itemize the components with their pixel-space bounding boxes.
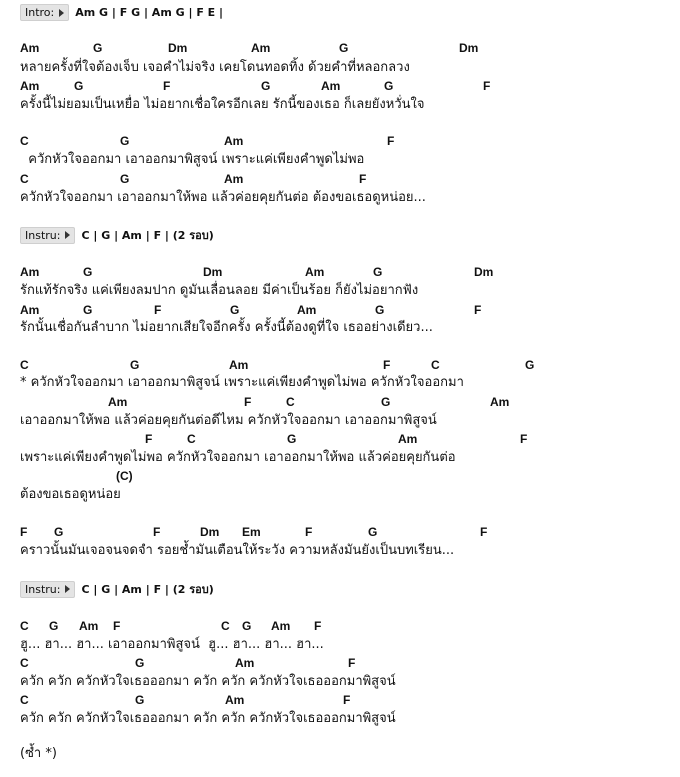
chord: C (431, 358, 440, 372)
chord: F (480, 525, 488, 539)
intro-row (20, 4, 223, 21)
chord: G (287, 432, 297, 446)
chord: G (135, 656, 145, 670)
chord: Am (224, 172, 244, 186)
chord: G (93, 41, 103, 55)
chord: Am (251, 41, 271, 55)
chord: Dm (474, 265, 494, 279)
chord: F (20, 525, 28, 539)
chord: Am (224, 134, 244, 148)
lyric-line: เอาออกมาให้พอ แล้วค่อยคุยกันต่อดีไหม ควักหัวใจออกมา เอาออกมาพิสูจน์ (20, 413, 437, 428)
chord: Am (490, 395, 510, 409)
lyric-line: รักแท้รักจริง แค่เพียงลมปาก ดูมันเลื่อนลอย มีค่าเป็นร้อย ก็ยังไม่อยากฟัง (20, 283, 419, 298)
chord: F (154, 303, 162, 317)
chord: F (244, 395, 252, 409)
chord: Dm (203, 265, 223, 279)
intro-toggle[interactable] (20, 4, 69, 21)
chord: Dm (200, 525, 220, 539)
chord: Am (20, 265, 40, 279)
lyric-line: ฮู... ฮา... ฮา... เอาออกมาพิสูจน์ ฮู... ฮา... ฮา... ฮา... (20, 637, 324, 652)
chord: G (83, 265, 93, 279)
lyric-line: * ควักหัวใจออกมา เอาออกมาพิสูจน์ เพราะแค่เพียงคำพูดไม่พอ ควักหัวใจออกมา (20, 375, 464, 390)
lyric-line: ควัก ควัก ควักหัวใจเธอออกมา ควัก ควัก ควักหัวใจเธอออกมาพิสูจน์ (20, 674, 396, 689)
lyric-line: ต้องขอเธอดูหน่อย (20, 487, 121, 502)
chord: Am (225, 693, 245, 707)
chord: C (187, 432, 196, 446)
chord: C (20, 656, 29, 670)
intro-chords: Am G | F G | Am G | F E | (75, 6, 224, 19)
chord: F (163, 79, 171, 93)
instru-label: Instru: (25, 582, 61, 596)
chord: (C) (116, 469, 133, 483)
instru-label: Instru: (25, 228, 61, 242)
chord: G (525, 358, 535, 372)
chord: F (359, 172, 367, 186)
lyric-line: รักนั้นเชื่อกันลำบาก ไม่อยากเสียใจอีกครั้ง ครั้งนี้ต้องดูที่ใจ เธออย่างเดียว... (20, 320, 433, 335)
chord: Am (271, 619, 291, 633)
chord: G (384, 79, 394, 93)
chord: F (348, 656, 356, 670)
lyric-line: ควักหัวใจออกมา เอาออกมาให้พอ แล้วค่อยคุยกันต่อ ต้องขอเธอดูหน่อย... (20, 190, 426, 205)
instru-chords: C | G | Am | F | (2 รอบ) (81, 583, 214, 596)
instru-chords: C | G | Am | F | (2 รอบ) (81, 229, 214, 242)
chord: C (20, 693, 29, 707)
chord: G (83, 303, 93, 317)
chord: F (113, 619, 121, 633)
chord: Am (20, 41, 40, 55)
chord: G (49, 619, 59, 633)
chord: F (387, 134, 395, 148)
chord: Am (297, 303, 317, 317)
intro-label: Intro: (25, 6, 55, 19)
chord: C (20, 619, 29, 633)
chord: G (368, 525, 378, 539)
chord: C (286, 395, 295, 409)
chord: Am (229, 358, 249, 372)
instru-row (20, 580, 214, 598)
lyric-line: หลายครั้งที่ใจต้องเจ็บ เจอคำไม่จริง เคยโดนทอดทิ้ง ด้วยคำที่หลอกลวง (20, 60, 410, 75)
chord: F (153, 525, 161, 539)
play-arrow-icon (65, 231, 70, 239)
lyric-line: ครั้งนี้ไม่ยอมเป็นเหยื่อ ไม่อยากเชื่อใครอีกเลย รักนี้ของเธอ ก็เลยยังหวั่นใจ (20, 97, 425, 112)
chord: G (381, 395, 391, 409)
chord: G (120, 172, 130, 186)
instru-toggle[interactable] (20, 581, 75, 598)
chord: F (483, 79, 491, 93)
chord: C (221, 619, 230, 633)
chord: C (20, 172, 29, 186)
play-arrow-icon (65, 585, 70, 593)
chord: F (314, 619, 322, 633)
chord: F (474, 303, 482, 317)
chord: F (383, 358, 391, 372)
chord: G (130, 358, 140, 372)
chord: G (120, 134, 130, 148)
chord: G (74, 79, 84, 93)
lyric-line: ควักหัวใจออกมา เอาออกมาพิสูจน์ เพราะแค่เพียงคำพูดไม่พอ (20, 152, 365, 167)
chord: Dm (168, 41, 188, 55)
instru-toggle[interactable] (20, 227, 75, 244)
lyric-line: คราวนั้นมันเจอจนจดจำ รอยช้ำมันเตือนให้ระวัง ความหลังมันยังเป็นบทเรียน... (20, 543, 455, 558)
chord: G (261, 79, 271, 93)
play-arrow-icon (59, 9, 64, 17)
chord: Am (305, 265, 325, 279)
instru-row (20, 226, 214, 244)
chord: Dm (459, 41, 479, 55)
chord: Am (108, 395, 128, 409)
chord: G (135, 693, 145, 707)
chord: F (343, 693, 351, 707)
chord: F (305, 525, 313, 539)
lyric-line: ควัก ควัก ควักหัวใจเธอออกมา ควัก ควัก ควักหัวใจเธอออกมาพิสูจน์ (20, 711, 396, 726)
chord: F (520, 432, 528, 446)
chord: Am (398, 432, 418, 446)
lyric-line: เพราะแค่เพียงคำพูดไม่พอ ควักหัวใจออกมา เอาออกมาให้พอ แล้วค่อยคุยกันต่อ (20, 450, 456, 465)
chord: G (375, 303, 385, 317)
chord: G (230, 303, 240, 317)
chord: Em (242, 525, 261, 539)
chord: G (373, 265, 383, 279)
chord: Am (235, 656, 255, 670)
chord: C (20, 358, 29, 372)
chord: Am (20, 303, 40, 317)
chord: G (242, 619, 252, 633)
chord: Am (79, 619, 99, 633)
chord: C (20, 134, 29, 148)
chord: F (145, 432, 153, 446)
chord: G (339, 41, 349, 55)
chord: G (54, 525, 64, 539)
chord: Am (20, 79, 40, 93)
chord: Am (321, 79, 341, 93)
repeat-marker: (ซ้ำ *) (20, 746, 57, 761)
